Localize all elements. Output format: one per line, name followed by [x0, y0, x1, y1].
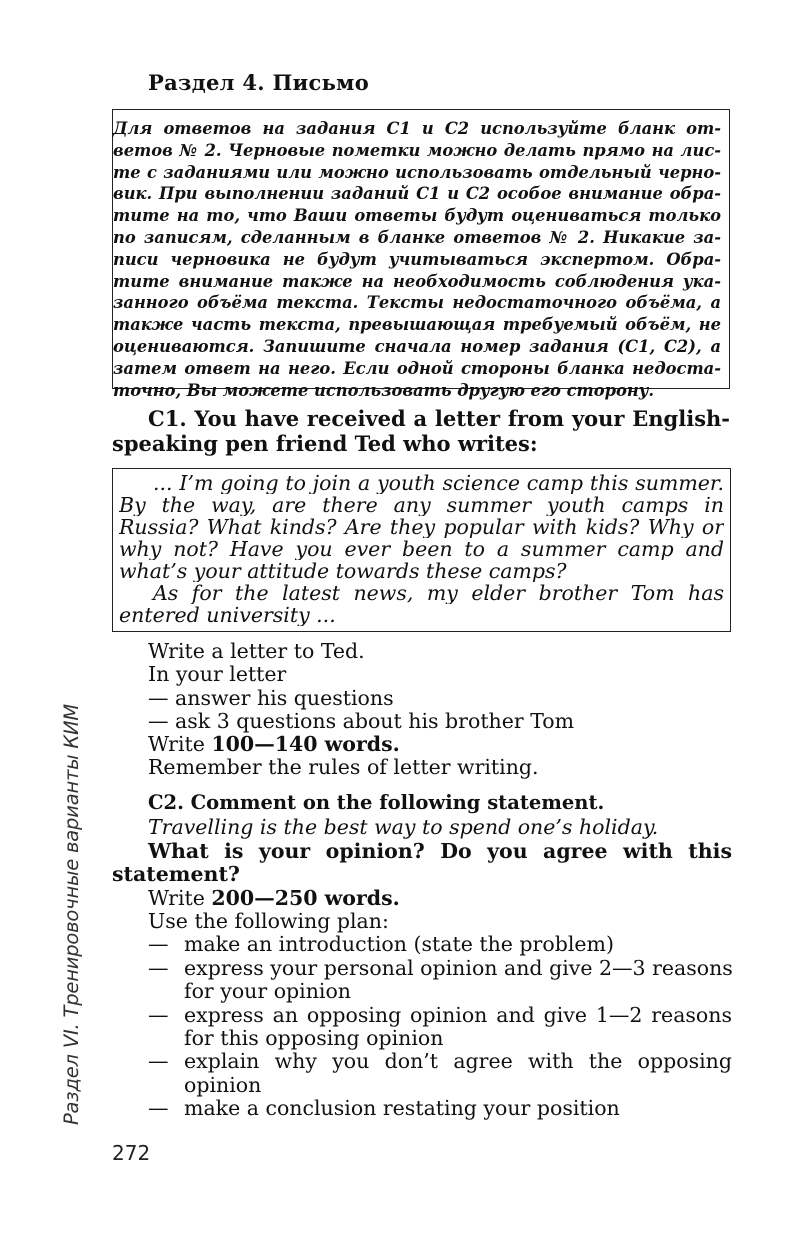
- plan-item: [112, 1050, 732, 1073]
- c1-write-letter: Write a letter to Ted.: [148, 639, 365, 663]
- letter-excerpt-box: [112, 468, 731, 632]
- c2-question: statement?: [112, 862, 240, 887]
- instructions-line: тите на то, что Ваши ответы будут оцениваться только: [113, 206, 721, 226]
- c1-heading-line: speaking pen friend Ted who writes:: [112, 431, 538, 456]
- c1-heading: [112, 406, 730, 456]
- plan-text-continued: for this opposing opinion: [184, 1026, 444, 1051]
- c2-word-count: 200—250 words.: [211, 885, 400, 910]
- plan-item: [112, 1097, 732, 1120]
- letter-line: As for the latest news, my elder brother Tom has: [153, 582, 724, 604]
- plan-text: make a conclusion restating your position: [184, 1096, 620, 1121]
- plan-item: [112, 957, 732, 980]
- plan-text-continued: for your opinion: [184, 979, 352, 1004]
- instructions-line: также часть текста, превышающая требуемый объём, не: [113, 315, 721, 335]
- side-running-title: Раздел VI. Тренировочные варианты КИМ: [60, 703, 83, 1125]
- letter-line: ... I’m going to join a youth science camp this summer.: [153, 472, 724, 494]
- plan-dash: —: [148, 1096, 169, 1121]
- plan-dash: —: [148, 955, 169, 980]
- instructions-line: те с заданиями или можно использовать отдельный черно-: [113, 162, 721, 182]
- c2-statement: Travelling is the best way to spend one’s holiday.: [148, 815, 659, 840]
- c1-word-count-line: [148, 733, 732, 756]
- instructions-line: затем ответ на него. Если одной стороны бланка недоста-: [113, 358, 721, 378]
- instructions-line: точно, Вы можете использовать другую его сторону.: [113, 380, 655, 400]
- plan-dash: —: [148, 1049, 169, 1074]
- c1-heading-line: C1. You have received a letter from your English-: [148, 406, 730, 431]
- c1-word-count: 100—140 words.: [211, 732, 400, 757]
- page-number: 272: [112, 1141, 151, 1165]
- letter-line: why not? Have you ever been to a summer camp and: [119, 538, 724, 560]
- section-title: Раздел 4. Письмо: [148, 70, 370, 95]
- letter-line: what’s your attitude towards these camps?: [119, 560, 567, 582]
- instructions-line: тите внимание также на необходимость соблюдения ука-: [113, 271, 721, 291]
- plan-text: express your personal opinion and give 2—3 reasons: [184, 955, 733, 980]
- plan-dash: —: [148, 932, 169, 957]
- plan-item: [112, 933, 732, 956]
- instructions-line: занного объёма текста. Тексты недостаточного объёма, а: [113, 293, 721, 313]
- instructions-line: вик. При выполнении заданий C1 и C2 особое внимание обра-: [113, 184, 721, 204]
- c2-word-count-line: [112, 887, 732, 910]
- plan-item: [112, 1004, 732, 1027]
- letter-line: Russia? What kinds? Are they popular with kids? Why or: [119, 516, 724, 538]
- plan-text: make an introduction (state the problem): [184, 932, 614, 957]
- c1-bullet: — answer his questions: [148, 685, 394, 710]
- plan-text-continued: opinion: [184, 1072, 262, 1097]
- instructions-line: ветов № 2. Черновые пометки можно делать прямо на лис-: [113, 140, 721, 160]
- c2-question: What is your opinion? Do you agree with this: [148, 838, 732, 863]
- instructions-line: оцениваются. Запишите сначала номер задания (C1, C2), а: [113, 336, 721, 356]
- plan-dash: —: [148, 1002, 169, 1027]
- c1-remember: Remember the rules of letter writing.: [148, 755, 539, 780]
- c2-task: [112, 791, 732, 1121]
- c1-in-your-letter: In your letter: [148, 662, 287, 687]
- c2-write-prefix: Write: [148, 885, 212, 910]
- c2-heading: C2. Comment on the following statement.: [148, 791, 605, 814]
- plan-text: explain why you don’t agree with the opposing: [184, 1049, 732, 1074]
- letter-line: By the way, are there any summer youth camps in: [119, 494, 724, 516]
- instructions-line: по записям, сделанным в бланке ответов № 2. Никакие за-: [113, 227, 721, 247]
- plan-text: express an opposing opinion and give 1—2 reasons: [184, 1002, 732, 1027]
- c2-plan-intro: Use the following plan:: [148, 909, 389, 934]
- instructions-box: [112, 109, 730, 400]
- instructions-line: писи черновика не будут учитываться экспертом. Обра-: [113, 249, 721, 269]
- c1-task: [148, 640, 732, 780]
- c1-write-prefix: Write: [148, 732, 212, 757]
- letter-line: entered university ...: [119, 604, 336, 626]
- c1-bullet: — ask 3 questions about his brother Tom: [148, 708, 575, 733]
- instructions-line: Для ответов на задания C1 и C2 используйте бланк от-: [113, 119, 721, 138]
